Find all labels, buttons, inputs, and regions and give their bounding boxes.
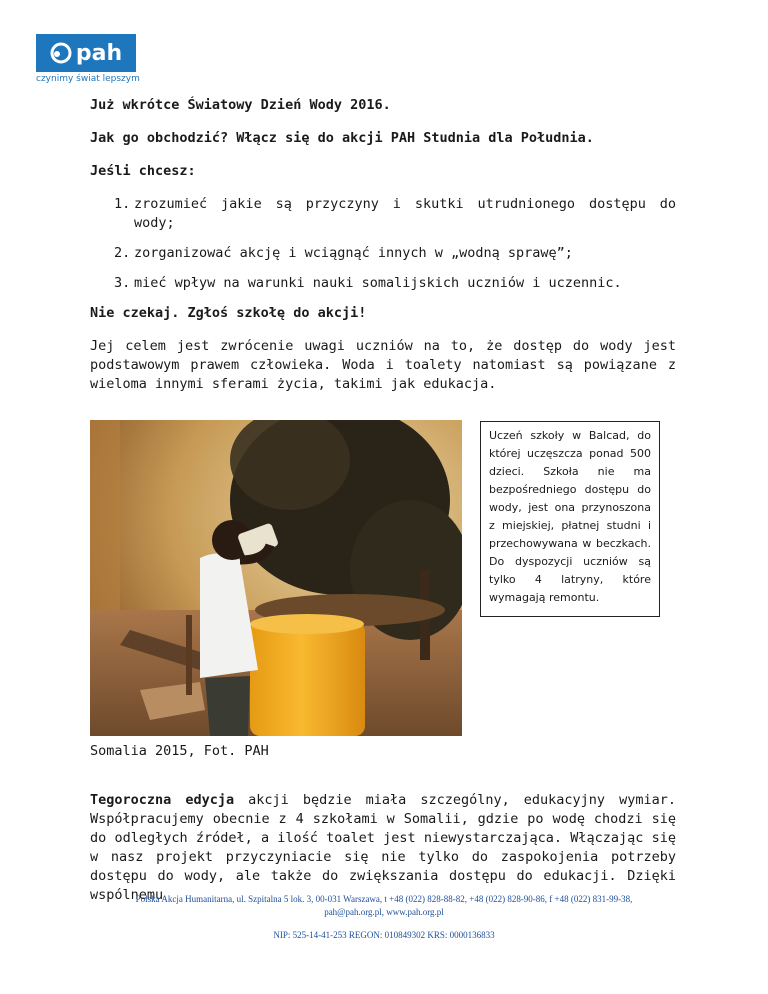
edition-text: akcji będzie miała szczególny, edukacyjny wymiar. Współpracujemy obecnie z 4 szkołami w Somalii, gdzie po wodę chodzi się do odległych źródeł, a ilość toalet jest niewystarczająca. Włączając się w nasz projekt przyczyniacie się nie tylko do zaspokojenia potrzeby dostępu do wody, ale także do zwiększania dostępu do edukacji. Dzięki wspólnemu (90, 791, 676, 903)
list-number: 3. (114, 275, 131, 291)
logo-text: pah (75, 40, 123, 66)
list-number: 2. (114, 245, 131, 261)
edition-bold-lead: Tegoroczna edycja (90, 791, 235, 808)
student-photo (90, 420, 462, 736)
list-item (90, 195, 676, 233)
footer-address (60, 893, 708, 919)
photo-credit: Somalia 2015, Fot. PAH (90, 743, 269, 759)
footer-registration: NIP: 525-14-41-253 REGON: 010849302 KRS: 0000136833 (273, 930, 495, 940)
pah-logo (36, 34, 136, 72)
heart-drop-icon (50, 42, 72, 64)
footer-line-contact: pah@pah.org.pl, www.pah.org.pl (324, 907, 444, 917)
list-item (90, 244, 676, 263)
list-text: mieć wpływ na warunki nauki somalijskich uczniów i uczennic. (134, 275, 622, 291)
footer-line-address: Polska Akcja Humanitarna, ul. Szpitalna 5 lok. 3, 00-031 Warszawa, t +48 (022) 828-88-82, +48 (022) 828-90-86, f +48 (022) 831-99-38, (135, 894, 633, 904)
edition-paragraph (90, 791, 676, 905)
heading-if-you-want: Jeśli chcesz: (90, 163, 196, 179)
list-text: zorganizować akcję i wciągnąć innych w „wodną sprawę”; (134, 245, 573, 261)
document-body (90, 96, 676, 394)
intro-paragraph: Jej celem jest zwrócenie uwagi uczniów na to, że dostęp do wody jest podstawowym prawem człowieka. Woda i toalety natomiast są powiązane z wieloma innymi sferami życia, takimi jak edukacja. (90, 338, 676, 392)
tagline: czynimy świat lepszym (36, 74, 140, 84)
goals-list (90, 195, 676, 293)
heading-world-water-day: Już wkrótce Światowy Dzień Wody 2016. (90, 97, 391, 113)
heading-how-to-celebrate: Jak go obchodzić? Włącz się do akcji PAH Studnia dla Południa. (90, 130, 594, 146)
list-text: zrozumieć jakie są przyczyny i skutki utrudnionego dostępu do wody; (134, 196, 676, 231)
list-item (90, 274, 676, 293)
photo-caption-box: Uczeń szkoły w Balcad, do której uczęszcza ponad 500 dzieci. Szkoła nie ma bezpośredniego dostępu do wody, jest ona przynoszona z miejskiej, płatnej studni i przechowywana w beczkach. Do dyspozycji uczniów są tylko 4 latryny, które wymagają remontu. (480, 421, 660, 617)
list-number: 1. (114, 196, 131, 212)
heading-sign-up: Nie czekaj. Zgłoś szkołę do akcji! (90, 305, 367, 321)
